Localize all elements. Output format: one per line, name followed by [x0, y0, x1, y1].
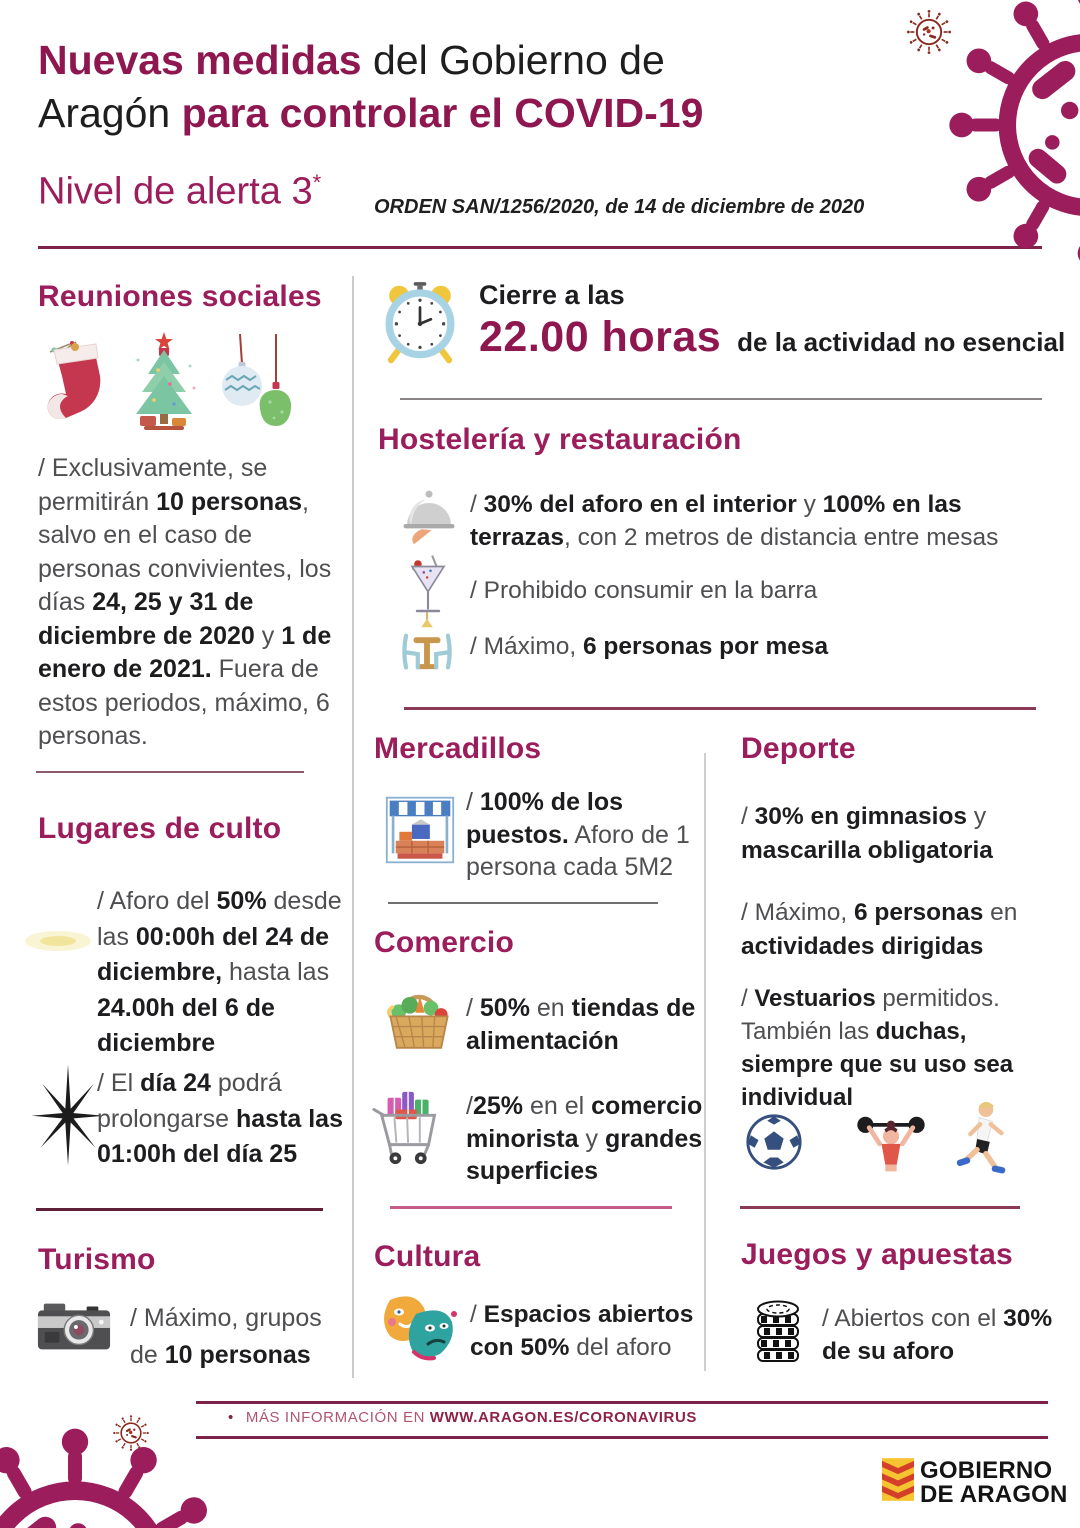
divider: [740, 1206, 1020, 1209]
closure-banner: [479, 280, 1065, 362]
page-title-line1: Nuevas medidas del Gobierno de: [38, 37, 665, 83]
stocking-icon: [42, 336, 106, 430]
logo-line2: DE ARAGON: [920, 1481, 1068, 1508]
closure-time: 22.00 horas: [479, 313, 722, 361]
hosteleria-item-1: / 30% del aforo en el interior y 100% en las terrazas, con 2 metros de distancia entre mesas: [470, 491, 999, 551]
divider: [404, 707, 1036, 710]
virus-outline-icon: [110, 1412, 152, 1454]
poker-chips-icon: [752, 1296, 804, 1366]
alert-level: Nivel de alerta 3*: [38, 170, 322, 213]
comercio-item-2: /25% en el comercio minorista y grandes superficies: [466, 1092, 703, 1185]
divider: [38, 246, 1042, 249]
gobierno-aragon-logo: [920, 1459, 1068, 1507]
closure-intro: Cierre a las: [479, 280, 625, 310]
divider: [400, 398, 1042, 400]
deporte-title: Deporte: [741, 732, 856, 765]
table-chairs-icon: [396, 610, 458, 678]
divider: [352, 276, 354, 1378]
theater-masks-icon: [372, 1292, 460, 1366]
alarm-clock-icon: [381, 280, 459, 364]
logo-line1: GOBIERNO: [920, 1457, 1053, 1484]
divider: [196, 1401, 1048, 1404]
reuniones-title: Reuniones sociales: [38, 280, 322, 313]
mercadillos-title: Mercadillos: [374, 732, 542, 765]
hosteleria-item-2: / Prohibido consumir en la barra: [470, 577, 818, 604]
deporte-item-1: / 30% en gimnasios y mascarilla obligatoria: [741, 803, 993, 864]
juegos-item-1: / Abiertos con el 30% de su aforo: [822, 1305, 1053, 1365]
juegos-title: Juegos y apuestas: [741, 1238, 1013, 1271]
divider: [388, 902, 658, 904]
mercadillos-item-1: / 100% de los puestos. Aforo de 1 persona cada 5M2: [466, 788, 690, 881]
weightlifting-icon: [852, 1104, 930, 1178]
divider: [704, 753, 706, 1371]
divider: [390, 1206, 672, 1209]
shopping-cart-icon: [368, 1086, 454, 1170]
reuniones-paragraph: / Exclusivamente, se permitirán 10 personas, salvo en el caso de personas convivientes, los días 24, 25 y 31 de diciembre de 2020 y 1 de enero de 2021. Fuera de estos periodos, máximo, 6 personas.: [38, 454, 332, 750]
page-title-line2: Aragón para controlar el COVID-19: [38, 90, 704, 136]
shopping-basket-icon: [383, 988, 455, 1054]
market-stall-icon: [385, 794, 455, 866]
turismo-title: Turismo: [38, 1243, 156, 1276]
culto-item-1: / Aforo del 50% desde las 00:00h del 24 de diciembre, hasta las 24.00h del 6 de diciembre: [97, 887, 342, 1057]
page-title: [38, 34, 878, 140]
deporte-item-2: / Máximo, 6 personas en actividades dirigidas: [741, 899, 1018, 960]
hosteleria-item-3: / Máximo, 6 personas por mesa: [470, 633, 829, 660]
divider: [36, 1208, 323, 1211]
hosteleria-title: Hostelería y restauración: [378, 423, 742, 456]
serving-dish-icon: [400, 486, 458, 548]
coronavirus-url: WWW.ARAGON.ES/CORONAVIRUS: [429, 1409, 697, 1426]
comercio-title: Comercio: [374, 926, 514, 959]
camera-icon: [36, 1300, 112, 1354]
running-icon: [952, 1098, 1010, 1180]
cultura-title: Cultura: [374, 1240, 481, 1273]
aragon-flag-icon: [882, 1456, 914, 1503]
culto-item-2: / El día 24 podrá prolongarse hasta las 01:00h del día 25: [97, 1069, 343, 1168]
closure-scope: de la actividad no esencial: [737, 327, 1066, 357]
star-icon: [28, 1060, 108, 1168]
ornaments-icon: [220, 332, 292, 430]
more-info-line: [228, 1409, 697, 1426]
alert-asterisk: *: [312, 170, 322, 195]
cultura-item-1: / Espacios abiertos con 50% del aforo: [470, 1301, 694, 1361]
soccer-ball-icon: [744, 1112, 804, 1172]
divider: [196, 1436, 1048, 1439]
virus-icon: [945, 0, 1080, 270]
bullet-icon: •: [228, 1409, 234, 1426]
divider: [36, 771, 304, 773]
order-reference: ORDEN SAN/1256/2020, de 14 de diciembre de 2020: [374, 196, 865, 218]
turismo-item-1: / Máximo, grupos de 10 personas: [130, 1304, 322, 1369]
deporte-item-3: / Vestuarios permitidos. También las duchas, siempre que su uso sea individual: [741, 985, 1014, 1111]
comercio-item-1: / 50% en tiendas de alimentación: [466, 994, 696, 1055]
culto-title: Lugares de culto: [38, 812, 282, 845]
more-info-label: MÁS INFORMACIÓN EN: [245, 1409, 430, 1426]
christmas-tree-icon: [126, 330, 202, 434]
candle-icon: [22, 918, 94, 964]
